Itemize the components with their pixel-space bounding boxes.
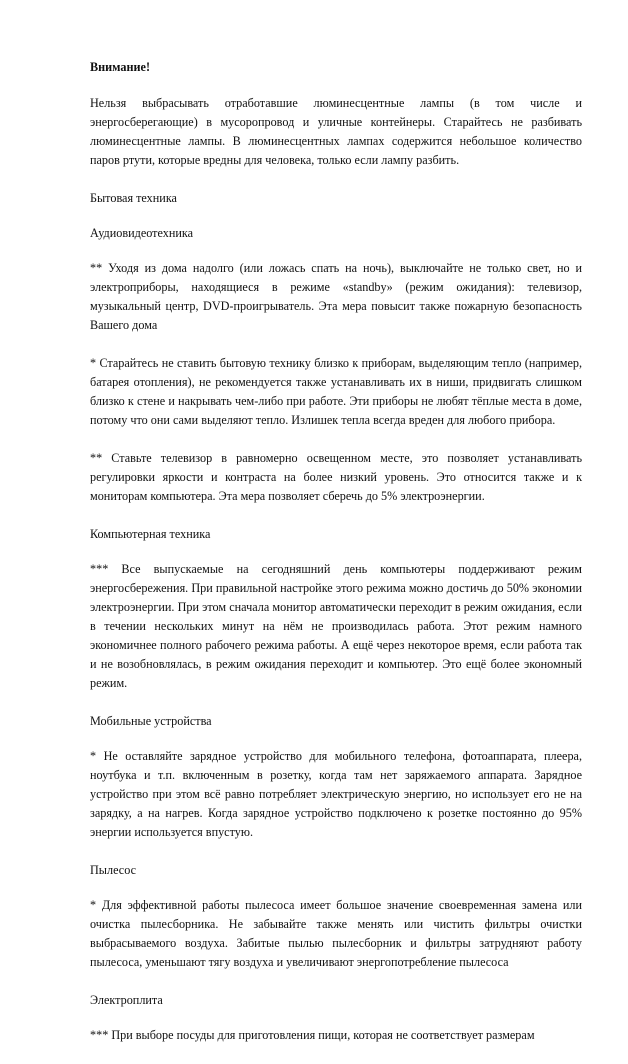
paragraph: * Не оставляйте зарядное устройство для мобильного телефона, фотоаппарата, плеера, ноутбука и т.п. включенным в розетку, когда там нет заряжаемого аппарата. Зарядное устройство при этом всё равно потребляет электрическую энергию, но использует его не на зарядку, а на нагрев. Когда зарядное устройство подключено к розетке постоянно до 95% энергии используется впустую. xyxy=(90,749,582,839)
section-heading: Пылесос xyxy=(90,863,137,877)
section-heading: Мобильные устройства xyxy=(90,714,212,728)
paragraph: * Старайтесь не ставить бытовую технику близко к приборам, выделяющим тепло (например, батарея отопления), не рекомендуется также устанавливать их в ниши, придвигать слишком близко к стене и накрывать чем-либо при работе. Эти приборы не любят тёплые места в доме, потому что они сами выделяют тепло. Излишек тепла всегда вреден для любого прибора. xyxy=(90,356,582,427)
paragraph: Нельзя выбрасывать отработавшие люминесцентные лампы (в том числе и энергосберегающие) в мусоропровод и уличные контейнеры. Старайтесь не разбивать люминесцентные лампы. В люминесцентных лампах содержится небольшое количество паров ртути, которые вредны для человека, только если лампу разбить. xyxy=(90,96,582,167)
paragraph: * Для эффективной работы пылесоса имеет большое значение своевременная замена или очистка пылесборника. Не забывайте также менять или чистить фильтры очистки выбрасываемого воздуха. Забитые пылью пылесборник и фильтры затрудняют работу пылесоса, уменьшают тягу воздуха и увеличивают энергопотребление пылесоса xyxy=(90,898,582,969)
section-heading: Аудиовидеотехника xyxy=(90,226,194,240)
paragraph: ** Ставьте телевизор в равномерно освещенном месте, это позволяет устанавливать регулировки яркости и контраста на более низкий уровень. Это относится также и к мониторам компьютера. Эта мера позволяет сберечь до 5% электроэнергии. xyxy=(90,451,582,503)
section-heading: Компьютерная техника xyxy=(90,527,211,541)
paragraph: *** Все выпускаемые на сегодняшний день компьютеры поддерживают режим энергосбережения. При правильной настройке этого режима можно достичь до 50% экономии электроэнергии. При этом сначала монитор автоматически переходит в режим ожидания, если в течении нескольких минут на нём не производилась работа. Этот режим намного экономичнее полного рабочего режима работы. А ещё через некоторое время, если работа так и не возобновлялась, в режим ожидания переходит и компьютер. Это ещё более экономный режим. xyxy=(90,562,582,690)
page-title: Внимание! xyxy=(90,60,150,74)
paragraph: ** Уходя из дома надолго (или ложась спать на ночь), выключайте не только свет, но и электроприборы, находящиеся в режиме «standby» (режим ожидания): телевизор, музыкальный центр, DVD-проигрыватель. Эта мера повысит также пожарную безопасность Вашего дома xyxy=(90,261,582,332)
document-page xyxy=(90,58,582,1064)
paragraph: *** При выборе посуды для приготовления пищи, которая не соответствует размерам xyxy=(90,1028,535,1042)
section-heading: Бытовая техника xyxy=(90,191,177,205)
section-heading: Электроплита xyxy=(90,993,163,1007)
